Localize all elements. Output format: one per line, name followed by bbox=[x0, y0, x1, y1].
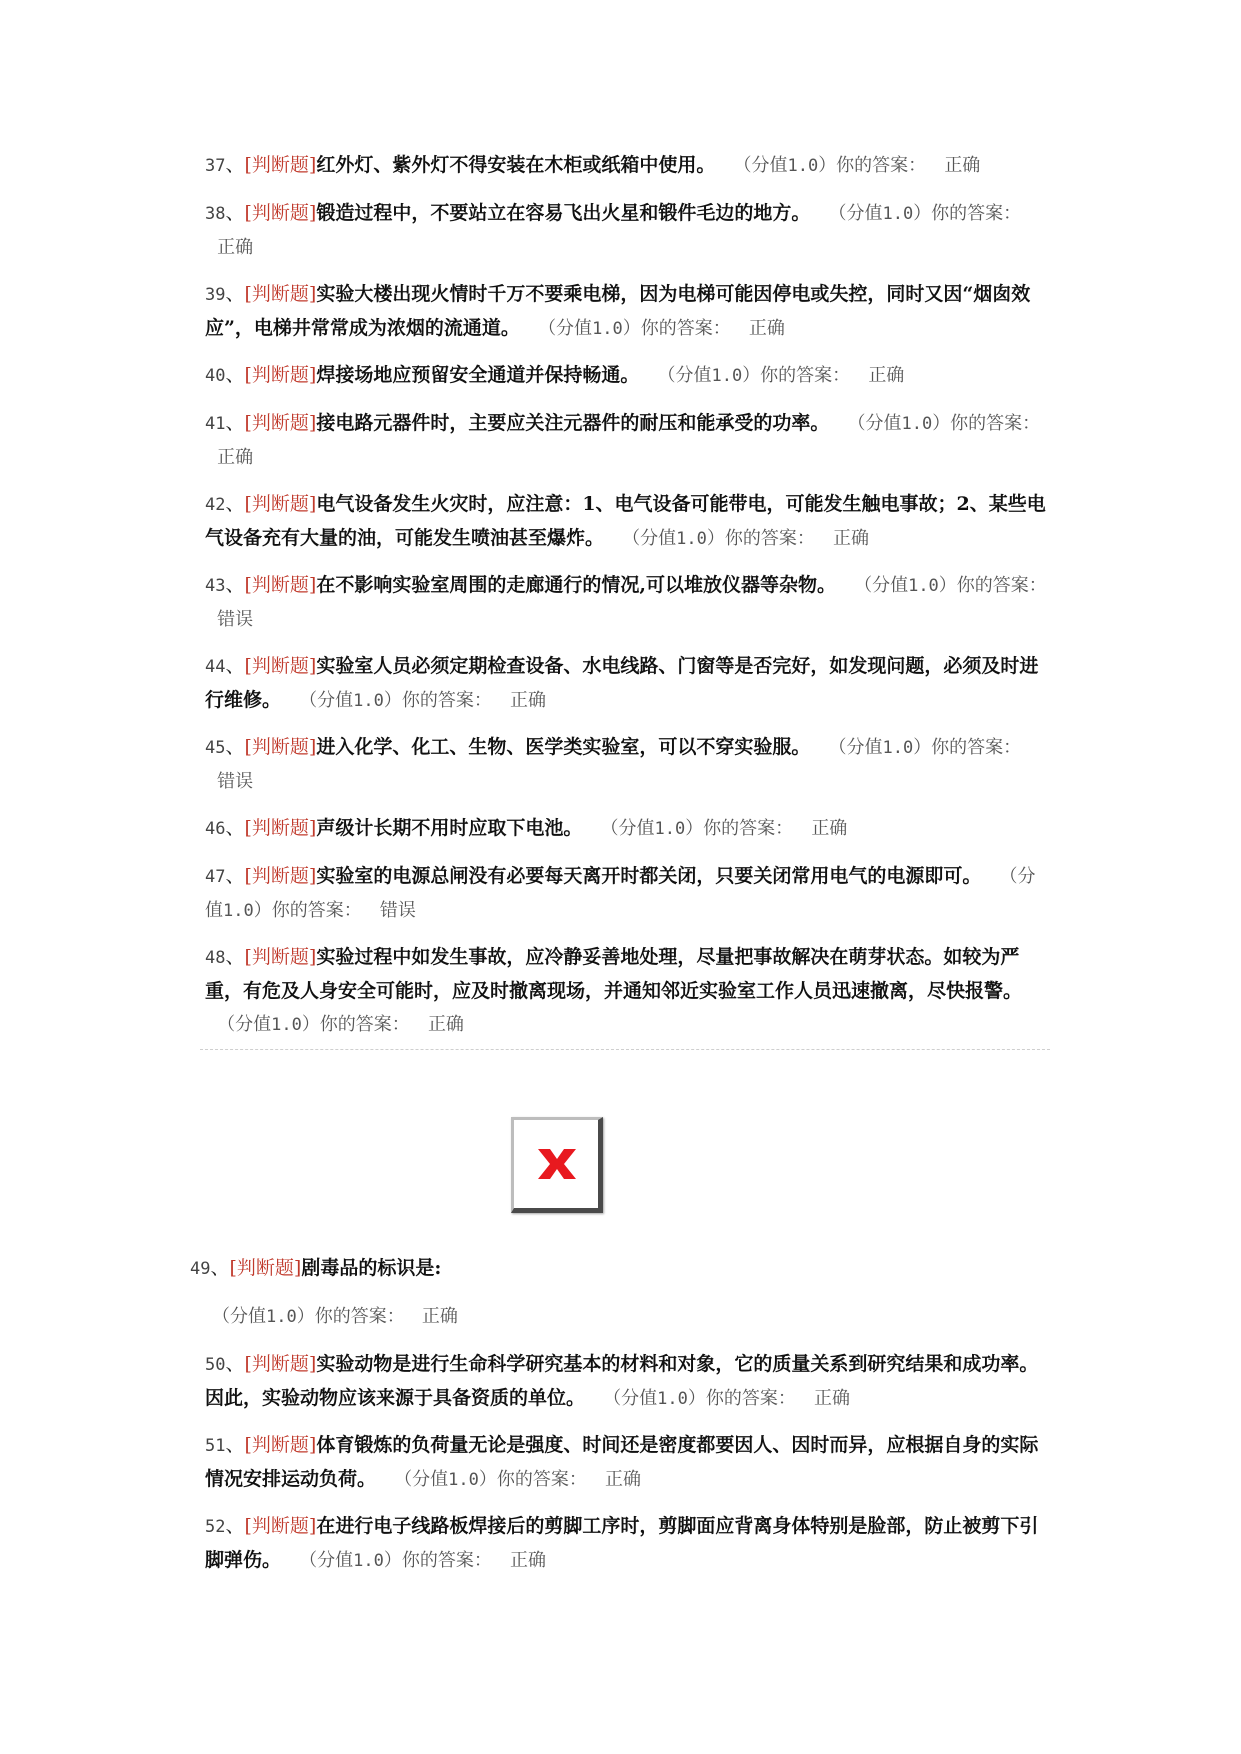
question-type-tag: [判断题] bbox=[229, 1257, 302, 1279]
answer-value: 正确 bbox=[748, 318, 785, 339]
question-number: 43 bbox=[205, 576, 226, 596]
score-label: （分值1.0）你的答案： bbox=[217, 1014, 410, 1035]
question-stem: 焊接场地应预留安全通道并保持畅通。 bbox=[316, 364, 640, 386]
score-label: （分值1.0）你的答案： bbox=[205, 866, 1036, 921]
score-label: （分值1.0）你的答案： bbox=[847, 413, 1041, 434]
score-label: （分值1.0）你的答案： bbox=[828, 737, 1022, 758]
question-number: 51 bbox=[205, 1436, 226, 1456]
score-label: （分值1.0）你的答案： bbox=[299, 690, 492, 711]
question-number: 52 bbox=[205, 1517, 226, 1537]
answer-value: 正确 bbox=[421, 1306, 458, 1327]
question-item: 45、[判断题]进入化学、化工、生物、医学类实验室，可以不穿实验服。 （分值1.0）你的答案： 错误 bbox=[205, 736, 1022, 792]
question-type-tag: [判断题] bbox=[244, 946, 317, 968]
question-stem: 实验室的电源总闸没有必要每天离开时都关闭，只要关闭常用电气的电源即可。 bbox=[316, 865, 982, 887]
question-type-tag: [判断题] bbox=[244, 655, 317, 677]
answer-value: 正确 bbox=[832, 528, 869, 549]
score-label: （分值1.0）你的答案： bbox=[538, 318, 731, 339]
answer-value: 正确 bbox=[509, 1550, 546, 1571]
answer-value: 正确 bbox=[217, 237, 254, 258]
score-label: （分值1.0）你的答案： bbox=[394, 1469, 587, 1490]
question-type-tag: [判断题] bbox=[244, 574, 317, 596]
question-item: 43、[判断题]在不影响实验室周围的走廊通行的情况,可以堆放仪器等杂物。 （分值1.0）你的答案： 错误 bbox=[205, 574, 1047, 630]
question-number: 38 bbox=[205, 204, 226, 224]
question-item: 39、[判断题]实验大楼出现火情时千万不要乘电梯，因为电梯可能因停电或失控，同时又因“烟囱效应”，电梯井常常成为浓烟的流通道。 （分值1.0）你的答案： 正确 bbox=[205, 283, 1031, 339]
question-type-tag: [判断题] bbox=[244, 202, 317, 224]
question-stem: 实验大楼出现火情时千万不要乘电梯，因为电梯可能因停电或失控，同时又因“烟囱效应”，电梯井常常成为浓烟的流通道。 bbox=[205, 283, 1031, 339]
answer-value: 正确 bbox=[811, 818, 848, 839]
score-label: （分值1.0）你的答案： bbox=[828, 203, 1022, 224]
red-x-icon bbox=[534, 1144, 580, 1184]
answer-value: 错误 bbox=[217, 771, 254, 792]
question-type-tag: [判断题] bbox=[244, 817, 317, 839]
answer-value: 正确 bbox=[868, 365, 905, 386]
question-item: 51、[判断题]体育锻炼的负荷量无论是强度、时间还是密度都要因人、因时而异，应根据自身的实际情况安排运动负荷。 （分值1.0）你的答案： 正确 bbox=[205, 1434, 1039, 1490]
question-item: 44、[判断题]实验室人员必须定期检查设备、水电线路、门窗等是否完好，如发现问题，必须及时进行维修。 （分值1.0）你的答案： 正确 bbox=[205, 655, 1039, 711]
question-type-tag: [判断题] bbox=[244, 364, 317, 386]
answer-value: 正确 bbox=[944, 155, 981, 176]
question-item: 40、[判断题]焊接场地应预留安全通道并保持畅通。 （分值1.0）你的答案： 正确 bbox=[205, 364, 905, 386]
question-number: 40 bbox=[205, 366, 226, 386]
question-stem: 接电路元器件时，主要应关注元器件的耐压和能承受的功率。 bbox=[316, 412, 830, 434]
question-type-tag: [判断题] bbox=[244, 154, 317, 176]
answer-value: 正确 bbox=[604, 1469, 641, 1490]
question-number: 41 bbox=[205, 414, 226, 434]
question-item: 50、[判断题]实验动物是进行生命科学研究基本的材料和对象，它的质量关系到研究结果和成功率。因此，实验动物应该来源于具备资质的单位。 （分值1.0）你的答案： 正确 bbox=[205, 1353, 1039, 1409]
question-item: 38、[判断题]锻造过程中，不要站立在容易飞出火星和锻件毛边的地方。 （分值1.0）你的答案： 正确 bbox=[205, 202, 1022, 258]
answer-value: 正确 bbox=[509, 690, 546, 711]
question-item: 42、[判断题]电气设备发生火灾时，应注意：1、电气设备可能带电，可能发生触电事故；2、某些电气设备充有大量的油，可能发生喷油甚至爆炸。 （分值1.0）你的答案： 正确 bbox=[205, 493, 1046, 549]
question-item: 47、[判断题]实验室的电源总闸没有必要每天离开时都关闭，只要关闭常用电气的电源即可。 （分值1.0）你的答案： 错误 bbox=[205, 865, 1036, 921]
question-number: 48 bbox=[205, 948, 226, 968]
question-number: 44 bbox=[205, 657, 226, 677]
question-stem: 声级计长期不用时应取下电池。 bbox=[316, 817, 583, 839]
answer-value: 正确 bbox=[813, 1388, 850, 1409]
question-stem: 进入化学、化工、生物、医学类实验室，可以不穿实验服。 bbox=[316, 736, 811, 758]
score-label: （分值1.0）你的答案： bbox=[854, 575, 1047, 596]
question-type-tag: [判断题] bbox=[244, 283, 317, 305]
section-divider bbox=[200, 1049, 1050, 1050]
question-number: 50 bbox=[205, 1355, 226, 1375]
question-stem: 实验室人员必须定期检查设备、水电线路、门窗等是否完好，如发现问题，必须及时进行维修。 bbox=[205, 655, 1039, 711]
question-number: 42 bbox=[205, 495, 226, 515]
question-type-tag: [判断题] bbox=[244, 1353, 317, 1375]
question-number: 49 bbox=[190, 1259, 211, 1279]
score-label: （分值1.0）你的答案： bbox=[622, 528, 815, 549]
question-type-tag: [判断题] bbox=[244, 412, 317, 434]
broken-image-icon bbox=[511, 1117, 603, 1213]
question-type-tag: [判断题] bbox=[244, 865, 317, 887]
question-stem: 体育锻炼的负荷量无论是强度、时间还是密度都要因人、因时而异，应根据自身的实际情况安排运动负荷。 bbox=[205, 1434, 1039, 1490]
score-label: （分值1.0）你的答案： bbox=[657, 365, 851, 386]
question-item: 41、[判断题]接电路元器件时，主要应关注元器件的耐压和能承受的功率。 （分值1.0）你的答案： 正确 bbox=[205, 412, 1041, 468]
score-label: （分值1.0）你的答案： bbox=[733, 155, 927, 176]
question-item: 48、[判断题]实验过程中如发生事故，应冷静妥善地处理，尽量把事故解决在萌芽状态。如较为严重，有危及人身安全可能时，应及时撤离现场，并通知邻近实验室工作人员迅速撤离，尽快报警。 （分值1.0）你的答案： 正确 bbox=[205, 946, 1023, 1035]
score-label: （分值1.0）你的答案： bbox=[603, 1388, 796, 1409]
answer-value: 正确 bbox=[217, 447, 254, 468]
answer-value: 错误 bbox=[217, 609, 254, 630]
question-stem: 实验过程中如发生事故，应冷静妥善地处理，尽量把事故解决在萌芽状态。如较为严重，有危及人身安全可能时，应及时撤离现场，并通知邻近实验室工作人员迅速撤离，尽快报警。 bbox=[205, 946, 1023, 1002]
question-item: 37、[判断题]红外灯、紫外灯不得安装在木柜或纸箱中使用。 （分值1.0）你的答案： 正确 bbox=[205, 154, 981, 176]
question-stem: 锻造过程中，不要站立在容易飞出火星和锻件毛边的地方。 bbox=[316, 202, 811, 224]
question-number: 39 bbox=[205, 285, 226, 305]
question-type-tag: [判断题] bbox=[244, 1515, 317, 1537]
question-type-tag: [判断题] bbox=[244, 736, 317, 758]
question-stem: 在进行电子线路板焊接后的剪脚工序时，剪脚面应背离身体特别是脸部，防止被剪下引脚弹伤。 bbox=[205, 1515, 1039, 1571]
question-number: 46 bbox=[205, 819, 226, 839]
score-line bbox=[212, 1300, 458, 1334]
question-type-tag: [判断题] bbox=[244, 1434, 317, 1456]
question-stem: 剧毒品的标识是: bbox=[301, 1257, 442, 1279]
question-number: 37 bbox=[205, 156, 226, 176]
answer-value: 正确 bbox=[427, 1014, 464, 1035]
question-item: 52、[判断题]在进行电子线路板焊接后的剪脚工序时，剪脚面应背离身体特别是脸部，防止被剪下引脚弹伤。 （分值1.0）你的答案： 正确 bbox=[205, 1515, 1039, 1571]
score-label: （分值1.0）你的答案： bbox=[299, 1550, 492, 1571]
question-stem: 实验动物是进行生命科学研究基本的材料和对象，它的质量关系到研究结果和成功率。因此，实验动物应该来源于具备资质的单位。 bbox=[205, 1353, 1039, 1409]
question-number: 47 bbox=[205, 867, 226, 887]
question-type-tag: [判断题] bbox=[244, 493, 317, 515]
score-label: （分值1.0）你的答案： bbox=[212, 1306, 405, 1327]
question-item: 49、[判断题]剧毒品的标识是: bbox=[190, 1257, 442, 1279]
question-stem: 电气设备发生火灾时，应注意：1、电气设备可能带电，可能发生触电事故；2、某些电气设备充有大量的油，可能发生喷油甚至爆炸。 bbox=[205, 493, 1046, 549]
score-label: （分值1.0）你的答案： bbox=[600, 818, 794, 839]
question-item: 46、[判断题]声级计长期不用时应取下电池。 （分值1.0）你的答案： 正确 bbox=[205, 817, 848, 839]
question-number: 45 bbox=[205, 738, 226, 758]
question-stem: 红外灯、紫外灯不得安装在木柜或纸箱中使用。 bbox=[316, 154, 716, 176]
answer-value: 错误 bbox=[379, 900, 416, 921]
question-stem: 在不影响实验室周围的走廊通行的情况,可以堆放仪器等杂物。 bbox=[316, 574, 836, 596]
